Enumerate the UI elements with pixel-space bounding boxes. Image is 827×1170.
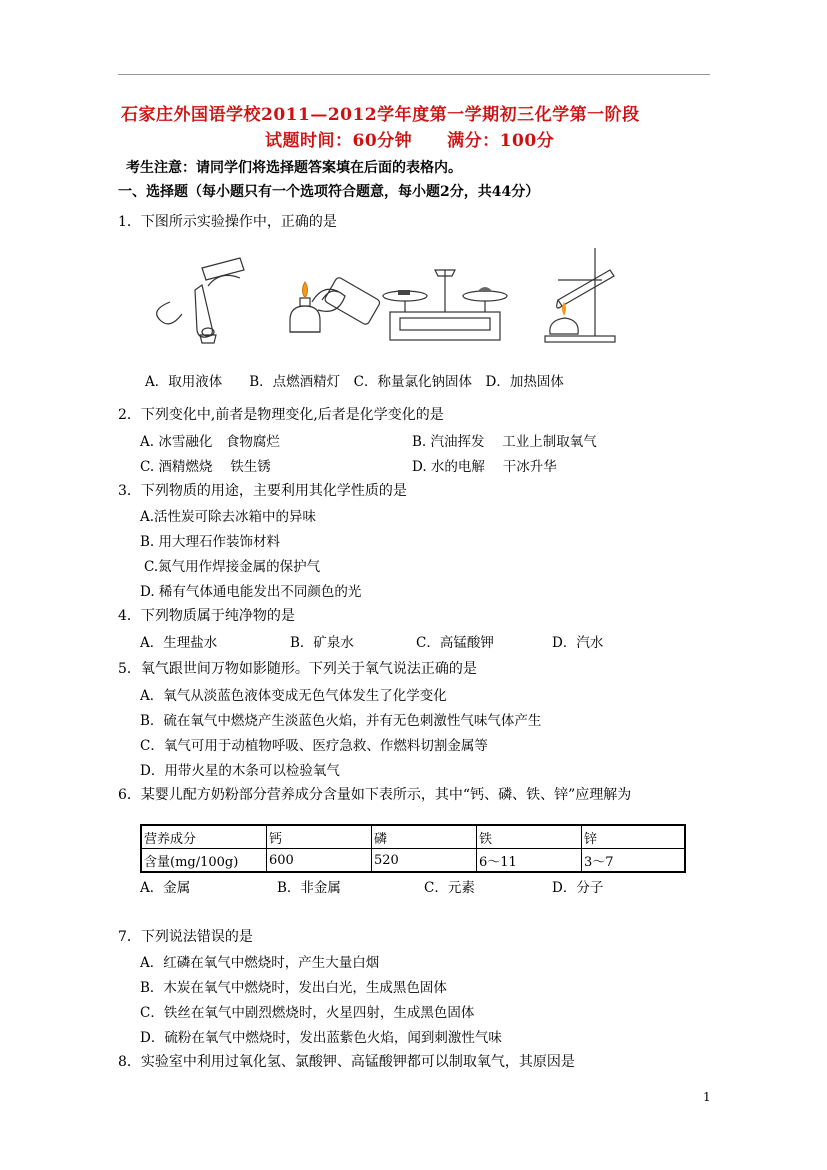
q5-option-d: D．用带火星的木条可以检验氧气 bbox=[140, 763, 340, 779]
q6-option-d: D．分子 bbox=[552, 880, 604, 896]
q7-option-c: C．铁丝在氧气中剧烈燃烧时，火星四射，生成黑色固体 bbox=[140, 1005, 475, 1021]
exam-title: 石家庄外国语学校2011—2012学年度第一学期初三化学第一阶段 bbox=[121, 105, 640, 125]
q4-option-b: B．矿泉水 bbox=[290, 635, 354, 651]
q4-option-a: A．生理盐水 bbox=[140, 635, 218, 651]
table-header-row bbox=[141, 825, 685, 849]
lab-operations-figure bbox=[140, 240, 620, 350]
q7-option-a: A．红磷在氧气中燃烧时，产生大量白烟 bbox=[140, 955, 380, 971]
alcohol-lamp-illustration bbox=[290, 282, 345, 332]
q3-option-a: A.活性炭可除去冰箱中的异味 bbox=[140, 509, 317, 525]
q7-option-b: B．木炭在氧气中燃烧时，发出白光，生成黑色固体 bbox=[140, 980, 447, 996]
q4-stem: 4．下列物质属于纯净物的是 bbox=[118, 608, 295, 624]
pouring-liquid-illustration bbox=[157, 258, 381, 343]
table-row bbox=[141, 849, 685, 873]
table-cell: 铁 bbox=[477, 825, 582, 849]
section-heading: 一、选择题（每小题只有一个选项符合题意，每小题2分，共44分） bbox=[118, 184, 540, 200]
balance-illustration bbox=[383, 270, 507, 340]
page-number: 1 bbox=[703, 1090, 711, 1104]
heating-solid-illustration bbox=[545, 248, 615, 342]
q1-stem: 1．下图所示实验操作中，正确的是 bbox=[118, 214, 337, 230]
table-cell: 3～7 bbox=[582, 849, 686, 873]
table-cell: 营养成分 bbox=[141, 825, 267, 849]
table-cell: 520 bbox=[372, 849, 477, 873]
exam-notice: 考生注意：请同学们将选择题答案填在后面的表格内。 bbox=[126, 160, 462, 176]
q5-option-a: A．氧气从淡蓝色液体变成无色气体发生了化学变化 bbox=[140, 688, 447, 704]
q3-option-b: B. 用大理石作装饰材料 bbox=[140, 534, 281, 550]
q2-option-d: D. 水的电解 干冰升华 bbox=[412, 459, 557, 475]
table-cell: 钙 bbox=[267, 825, 372, 849]
q5-stem: 5．氧气跟世间万物如影随形。下列关于氧气说法正确的是 bbox=[118, 661, 477, 677]
q6-option-c: C．元素 bbox=[424, 880, 475, 896]
q2-option-b: B. 汽油挥发 工业上制取氧气 bbox=[412, 434, 597, 450]
q2-stem: 2．下列变化中,前者是物理变化,后者是化学变化的是 bbox=[118, 407, 444, 423]
q4-option-c: C．高锰酸钾 bbox=[416, 635, 494, 651]
q3-option-c: C.氮气用作焊接金属的保护气 bbox=[144, 559, 321, 575]
q5-option-b: B．硫在氧气中燃烧产生淡蓝色火焰，并有无色刺激性气味气体产生 bbox=[140, 713, 542, 729]
q8-stem: 8．实验室中利用过氧化氢、氯酸钾、高锰酸钾都可以制取氧气，其原因是 bbox=[118, 1054, 575, 1070]
q2-option-a: A. 冰雪融化 食物腐烂 bbox=[140, 434, 280, 450]
q6-stem: 6．某婴儿配方奶粉部分营养成分含量如下表所示，其中“钙、磷、铁、锌”应理解为 bbox=[118, 787, 632, 803]
header-rule bbox=[118, 74, 710, 75]
q7-stem: 7．下列说法错误的是 bbox=[118, 929, 253, 945]
q7-option-d: D．硫粉在氧气中燃烧时，发出蓝紫色火焰，闻到刺激性气味 bbox=[140, 1030, 502, 1046]
q4-option-d: D．汽水 bbox=[552, 635, 604, 651]
q3-option-d: D. 稀有气体通电能发出不同颜色的光 bbox=[140, 584, 362, 600]
q6-option-b: B．非金属 bbox=[277, 880, 341, 896]
table-cell: 磷 bbox=[372, 825, 477, 849]
q1-options: A．取用液体 B．点燃酒精灯 C．称量氯化钠固体 D．加热固体 bbox=[145, 374, 564, 390]
table-cell: 含量(mg/100g) bbox=[141, 849, 267, 873]
q3-stem: 3．下列物质的用途，主要利用其化学性质的是 bbox=[118, 483, 407, 499]
q6-option-a: A．金属 bbox=[140, 880, 191, 896]
q5-option-c: C．氧气可用于动植物呼吸、医疗急救、作燃料切割金属等 bbox=[140, 738, 488, 754]
table-cell: 锌 bbox=[582, 825, 686, 849]
nutrition-table bbox=[140, 824, 686, 873]
q2-option-c: C. 酒精燃烧 铁生锈 bbox=[140, 459, 271, 475]
table-cell: 6～11 bbox=[477, 849, 582, 873]
exam-subtitle: 试题时间：60分钟 满分：100分 bbox=[265, 131, 555, 151]
table-cell: 600 bbox=[267, 849, 372, 873]
